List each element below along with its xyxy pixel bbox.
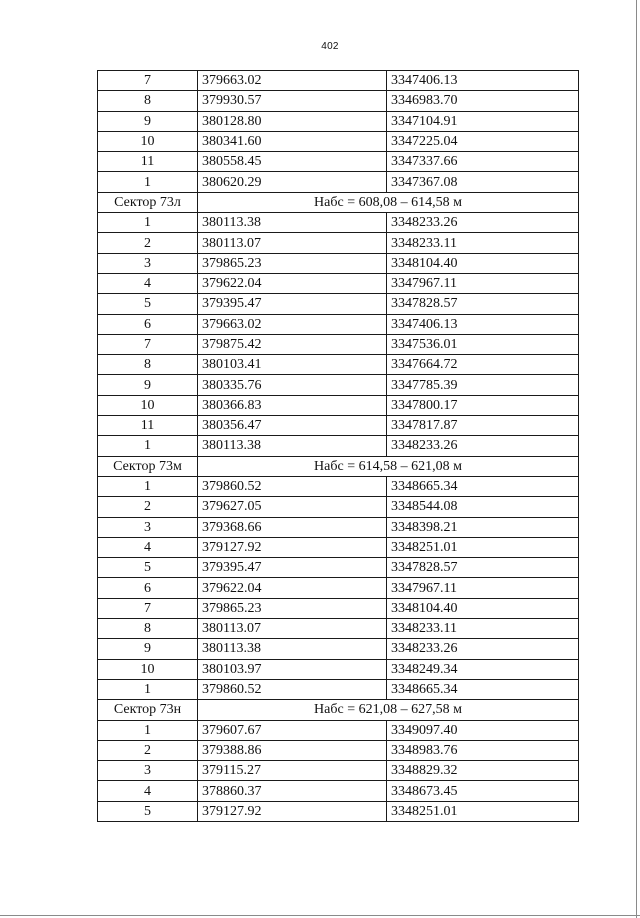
point-number-cell: 8 <box>98 355 198 375</box>
coordinates-table-body <box>98 71 579 822</box>
table-row <box>98 71 579 91</box>
x-coordinate-cell: 380356.47 <box>198 416 387 436</box>
x-coordinate-cell: 380128.80 <box>198 111 387 131</box>
table-row <box>98 517 579 537</box>
table-row <box>98 111 579 131</box>
point-number-cell: 1 <box>98 213 198 233</box>
x-coordinate-cell: 380113.38 <box>198 436 387 456</box>
x-coordinate-cell: 380366.83 <box>198 395 387 415</box>
table-row <box>98 91 579 111</box>
x-coordinate-cell: 380620.29 <box>198 172 387 192</box>
y-coordinate-cell: 3349097.40 <box>387 720 579 740</box>
table-row <box>98 578 579 598</box>
x-coordinate-cell: 379875.42 <box>198 334 387 354</box>
table-row <box>98 253 579 273</box>
page-number: 402 <box>321 41 339 52</box>
y-coordinate-cell: 3348233.26 <box>387 436 579 456</box>
point-number-cell: 1 <box>98 172 198 192</box>
x-coordinate-cell: 379368.66 <box>198 517 387 537</box>
y-coordinate-cell: 3348233.26 <box>387 213 579 233</box>
point-number-cell: 1 <box>98 436 198 456</box>
y-coordinate-cell: 3347828.57 <box>387 558 579 578</box>
point-number-cell: 7 <box>98 598 198 618</box>
table-row <box>98 720 579 740</box>
point-number-cell: 2 <box>98 233 198 253</box>
point-number-cell: 6 <box>98 314 198 334</box>
point-number-cell: 9 <box>98 375 198 395</box>
y-coordinate-cell: 3347367.08 <box>387 172 579 192</box>
point-number-cell: 2 <box>98 740 198 760</box>
x-coordinate-cell: 380113.38 <box>198 213 387 233</box>
y-coordinate-cell: 3347664.72 <box>387 355 579 375</box>
table-row <box>98 679 579 699</box>
y-coordinate-cell: 3348673.45 <box>387 781 579 801</box>
point-number-cell: 4 <box>98 781 198 801</box>
point-number-cell: 2 <box>98 497 198 517</box>
y-coordinate-cell: 3348398.21 <box>387 517 579 537</box>
x-coordinate-cell: 379860.52 <box>198 476 387 496</box>
y-coordinate-cell: 3347785.39 <box>387 375 579 395</box>
y-coordinate-cell: 3347337.66 <box>387 152 579 172</box>
sector-header-row <box>98 700 579 720</box>
point-number-cell: 9 <box>98 111 198 131</box>
point-number-cell: 6 <box>98 578 198 598</box>
y-coordinate-cell: 3348544.08 <box>387 497 579 517</box>
x-coordinate-cell: 380558.45 <box>198 152 387 172</box>
x-coordinate-cell: 379622.04 <box>198 578 387 598</box>
point-number-cell: 3 <box>98 761 198 781</box>
table-row <box>98 416 579 436</box>
y-coordinate-cell: 3348249.34 <box>387 659 579 679</box>
x-coordinate-cell: 380113.07 <box>198 619 387 639</box>
point-number-cell: 4 <box>98 273 198 293</box>
table-row <box>98 639 579 659</box>
y-coordinate-cell: 3348665.34 <box>387 679 579 699</box>
y-coordinate-cell: 3347536.01 <box>387 334 579 354</box>
sector-header-row <box>98 456 579 476</box>
y-coordinate-cell: 3348104.40 <box>387 253 579 273</box>
x-coordinate-cell: 379627.05 <box>198 497 387 517</box>
x-coordinate-cell: 379607.67 <box>198 720 387 740</box>
y-coordinate-cell: 3346983.70 <box>387 91 579 111</box>
table-row <box>98 537 579 557</box>
x-coordinate-cell: 379860.52 <box>198 679 387 699</box>
x-coordinate-cell: 379663.02 <box>198 314 387 334</box>
x-coordinate-cell: 379395.47 <box>198 558 387 578</box>
x-coordinate-cell: 380335.76 <box>198 375 387 395</box>
table-row <box>98 233 579 253</box>
x-coordinate-cell: 379388.86 <box>198 740 387 760</box>
table-row <box>98 375 579 395</box>
sector-elevation-range: Набс = 621,08 – 627,58 м <box>198 700 579 720</box>
table-row <box>98 395 579 415</box>
sector-elevation-range: Набс = 608,08 – 614,58 м <box>198 192 579 212</box>
table-row <box>98 172 579 192</box>
y-coordinate-cell: 3347225.04 <box>387 131 579 151</box>
x-coordinate-cell: 380113.07 <box>198 233 387 253</box>
x-coordinate-cell: 379115.27 <box>198 761 387 781</box>
table-row <box>98 497 579 517</box>
y-coordinate-cell: 3347967.11 <box>387 273 579 293</box>
point-number-cell: 7 <box>98 71 198 91</box>
table-row <box>98 152 579 172</box>
table-row <box>98 801 579 821</box>
point-number-cell: 1 <box>98 720 198 740</box>
point-number-cell: 8 <box>98 619 198 639</box>
y-coordinate-cell: 3347967.11 <box>387 578 579 598</box>
point-number-cell: 10 <box>98 659 198 679</box>
x-coordinate-cell: 379127.92 <box>198 537 387 557</box>
y-coordinate-cell: 3347406.13 <box>387 71 579 91</box>
y-coordinate-cell: 3347817.87 <box>387 416 579 436</box>
x-coordinate-cell: 380113.38 <box>198 639 387 659</box>
x-coordinate-cell: 379865.23 <box>198 253 387 273</box>
table-row <box>98 781 579 801</box>
x-coordinate-cell: 380103.97 <box>198 659 387 679</box>
point-number-cell: 3 <box>98 517 198 537</box>
point-number-cell: 5 <box>98 801 198 821</box>
point-number-cell: 5 <box>98 294 198 314</box>
y-coordinate-cell: 3348251.01 <box>387 537 579 557</box>
y-coordinate-cell: 3347104.91 <box>387 111 579 131</box>
point-number-cell: 11 <box>98 152 198 172</box>
point-number-cell: 1 <box>98 476 198 496</box>
sector-name: Сектор 73л <box>98 192 198 212</box>
table-row <box>98 436 579 456</box>
sector-name: Сектор 73н <box>98 700 198 720</box>
table-row <box>98 740 579 760</box>
table-row <box>98 314 579 334</box>
table-row <box>98 355 579 375</box>
x-coordinate-cell: 379865.23 <box>198 598 387 618</box>
point-number-cell: 5 <box>98 558 198 578</box>
y-coordinate-cell: 3348983.76 <box>387 740 579 760</box>
x-coordinate-cell: 379127.92 <box>198 801 387 821</box>
point-number-cell: 4 <box>98 537 198 557</box>
x-coordinate-cell: 379622.04 <box>198 273 387 293</box>
point-number-cell: 1 <box>98 679 198 699</box>
y-coordinate-cell: 3348233.11 <box>387 233 579 253</box>
table-row <box>98 558 579 578</box>
table-row <box>98 659 579 679</box>
table-row <box>98 761 579 781</box>
y-coordinate-cell: 3348233.26 <box>387 639 579 659</box>
x-coordinate-cell: 379663.02 <box>198 71 387 91</box>
y-coordinate-cell: 3348104.40 <box>387 598 579 618</box>
y-coordinate-cell: 3348251.01 <box>387 801 579 821</box>
x-coordinate-cell: 379930.57 <box>198 91 387 111</box>
point-number-cell: 11 <box>98 416 198 436</box>
point-number-cell: 9 <box>98 639 198 659</box>
table-row <box>98 213 579 233</box>
point-number-cell: 3 <box>98 253 198 273</box>
page-edge-right <box>636 0 637 918</box>
table-row <box>98 476 579 496</box>
y-coordinate-cell: 3348665.34 <box>387 476 579 496</box>
x-coordinate-cell: 379395.47 <box>198 294 387 314</box>
sector-header-row <box>98 192 579 212</box>
x-coordinate-cell: 380341.60 <box>198 131 387 151</box>
table-row <box>98 598 579 618</box>
y-coordinate-cell: 3348829.32 <box>387 761 579 781</box>
page-edge-bottom <box>0 915 640 916</box>
sector-name: Сектор 73м <box>98 456 198 476</box>
point-number-cell: 7 <box>98 334 198 354</box>
point-number-cell: 10 <box>98 131 198 151</box>
table-row <box>98 294 579 314</box>
point-number-cell: 10 <box>98 395 198 415</box>
sector-elevation-range: Набс = 614,58 – 621,08 м <box>198 456 579 476</box>
y-coordinate-cell: 3347406.13 <box>387 314 579 334</box>
y-coordinate-cell: 3348233.11 <box>387 619 579 639</box>
y-coordinate-cell: 3347800.17 <box>387 395 579 415</box>
coordinates-table <box>97 70 579 822</box>
x-coordinate-cell: 380103.41 <box>198 355 387 375</box>
table-row <box>98 619 579 639</box>
table-row <box>98 334 579 354</box>
table-row <box>98 273 579 293</box>
point-number-cell: 8 <box>98 91 198 111</box>
y-coordinate-cell: 3347828.57 <box>387 294 579 314</box>
table-row <box>98 131 579 151</box>
x-coordinate-cell: 378860.37 <box>198 781 387 801</box>
